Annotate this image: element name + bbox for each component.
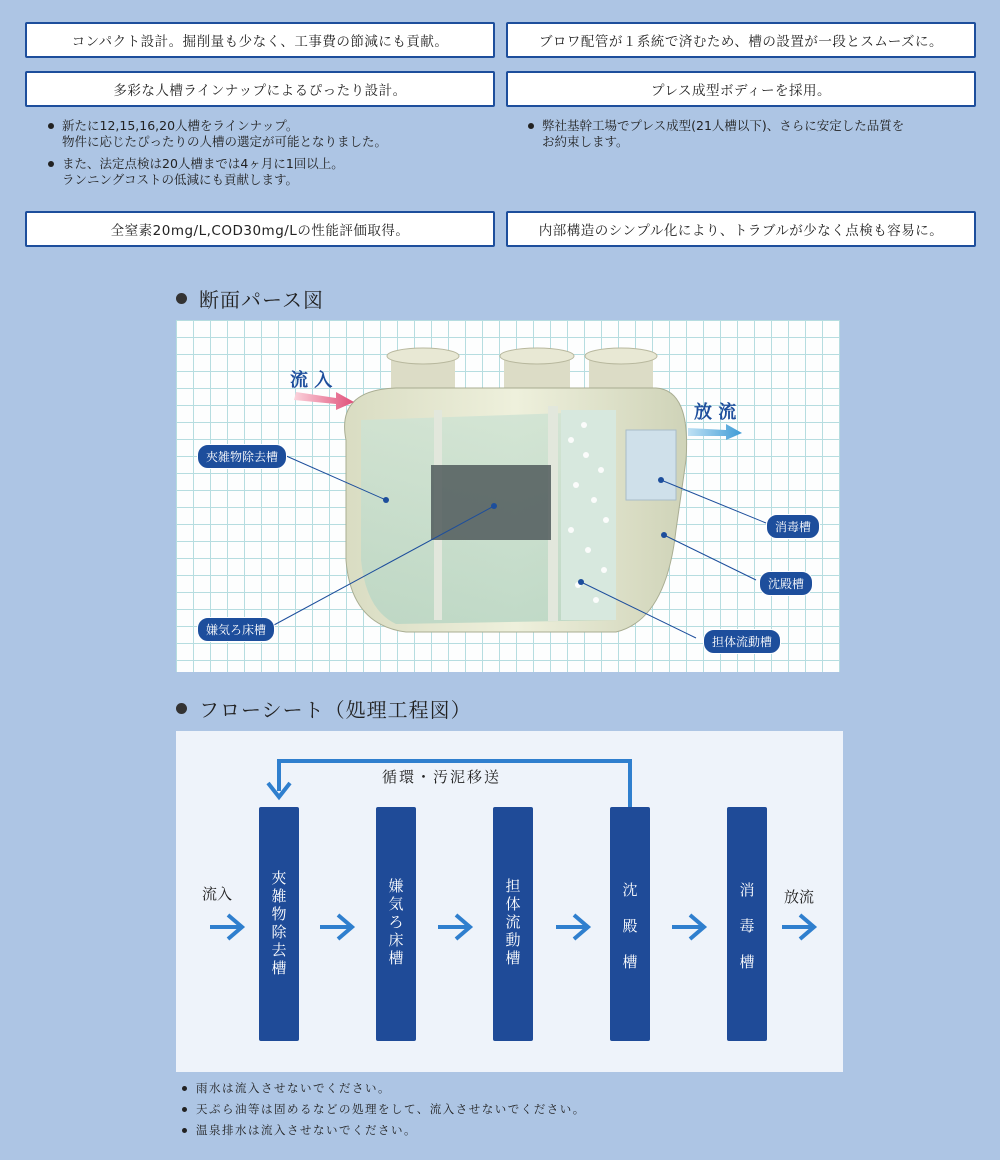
flow-inflow-label: 流入: [202, 885, 233, 903]
tank-char: 除: [271, 923, 287, 941]
cross-section-diagram: [176, 320, 840, 672]
feature-box-simple: 内部構造のシンプル化により、トラブルが少なく点検も容易に。: [506, 211, 976, 247]
tank-char: 槽: [739, 953, 755, 971]
tank-char: 槽: [271, 959, 287, 977]
label-sedimentation-tank: 沈殿槽: [759, 571, 813, 596]
feature-box-press: プレス成型ボディーを採用。: [506, 71, 976, 107]
bullet-dot-icon: [176, 703, 187, 714]
tank-char: 沈: [622, 881, 638, 899]
inflow-arrow-icon: [294, 392, 354, 410]
list-item: [46, 118, 486, 150]
cross-section-title: [176, 284, 324, 313]
tank-char: 槽: [622, 953, 638, 971]
bullet-text: 弊社基幹工場でプレス成型(21人槽以下)、さらに安定した品質を: [542, 118, 905, 133]
tank-char: 雑: [271, 887, 287, 905]
label-anaerobic-tank: 嫌気ろ床槽: [197, 617, 275, 642]
tank-char: 消: [739, 881, 755, 899]
arrow-right-icon: [210, 915, 242, 939]
press-bullets: [526, 118, 976, 156]
notes-list: [182, 1078, 586, 1141]
tank-char: 物: [271, 905, 287, 923]
bullet-text: 物件に応じたぴったりの人槽の選定が可能となりました。: [62, 134, 388, 149]
lineup-bullets: [46, 118, 486, 194]
flow-sheet: [176, 731, 843, 1072]
feature-box-blower: ブロワ配管が１系統で済むため、槽の設置が一段とスムーズに。: [506, 22, 976, 58]
arrow-right-icon: [672, 915, 704, 939]
tank-char: 床: [388, 931, 404, 949]
label-disinfection-tank: 消毒槽: [766, 514, 820, 539]
arrow-right-icon: [320, 915, 352, 939]
arrow-right-icon: [782, 915, 814, 939]
flow-outflow-label: 放流: [784, 888, 815, 906]
list-item: [526, 118, 976, 150]
cross-section-title-text: 断面パース図: [199, 288, 324, 312]
label-foreign-matter-tank: 夾雑物除去槽: [197, 444, 287, 469]
bullet-text: お約束します。: [542, 134, 629, 149]
list-item: [46, 156, 486, 188]
tank-char: 夾: [271, 869, 287, 887]
label-carrier-tank: 担体流動槽: [703, 629, 781, 654]
tank-char: 流: [505, 913, 521, 931]
bullet-text: ランニングコストの低減にも貢献します。: [62, 172, 299, 187]
tank-char: 気: [388, 895, 404, 913]
tank-illustration: [176, 320, 840, 672]
inflow-label: 流 入: [290, 370, 333, 391]
filter-media: [431, 465, 551, 540]
list-item: 雨水は流入させないでください。: [182, 1078, 586, 1099]
disinfection-unit: [626, 430, 676, 500]
outflow-label: 放 流: [694, 402, 737, 423]
tank-char: 体: [505, 895, 521, 913]
bullet-dot-icon: [176, 293, 187, 304]
tank-foreign-matter: [259, 807, 299, 1041]
feature-box-performance: 全窒素20mg/L,COD30mg/Lの性能評価取得。: [25, 211, 495, 247]
tank-char: 動: [505, 931, 521, 949]
tank-char: 嫌: [388, 877, 404, 895]
bullet-text: 新たに12,15,16,20人槽をラインナップ。: [62, 118, 299, 133]
feature-box-lineup: 多彩な人槽ラインナップによるぴったり設計。: [25, 71, 495, 107]
feature-box-compact: コンパクト設計。掘削量も少なく、工事費の節減にも貢献。: [25, 22, 495, 58]
tank-char: 担: [505, 877, 521, 895]
tank-anaerobic: [376, 807, 416, 1041]
tank-disinfection: [727, 807, 767, 1041]
arrow-right-icon: [438, 915, 470, 939]
outflow-arrow-icon: [688, 424, 742, 440]
tank-char: 毒: [739, 917, 755, 935]
tank-char: ろ: [388, 913, 404, 931]
tank-sedimentation: [610, 807, 650, 1041]
tank-char: 殿: [622, 917, 638, 935]
list-item: 天ぷら油等は固めるなどの処理をして、流入させないでください。: [182, 1099, 586, 1120]
tank-char: 去: [271, 941, 287, 959]
flow-sheet-title: [176, 694, 472, 723]
tank-char: 槽: [505, 949, 521, 967]
flow-sheet-title-text: フローシート（処理工程図）: [199, 698, 472, 722]
tank-carrier: [493, 807, 533, 1041]
bullet-text: また、法定点検は20人槽までは4ヶ月に1回以上。: [62, 156, 344, 171]
recirculation-label: 循環・汚泥移送: [382, 768, 502, 786]
tank-char: 槽: [388, 949, 404, 967]
list-item: 温泉排水は流入させないでください。: [182, 1120, 586, 1141]
arrow-right-icon: [556, 915, 588, 939]
